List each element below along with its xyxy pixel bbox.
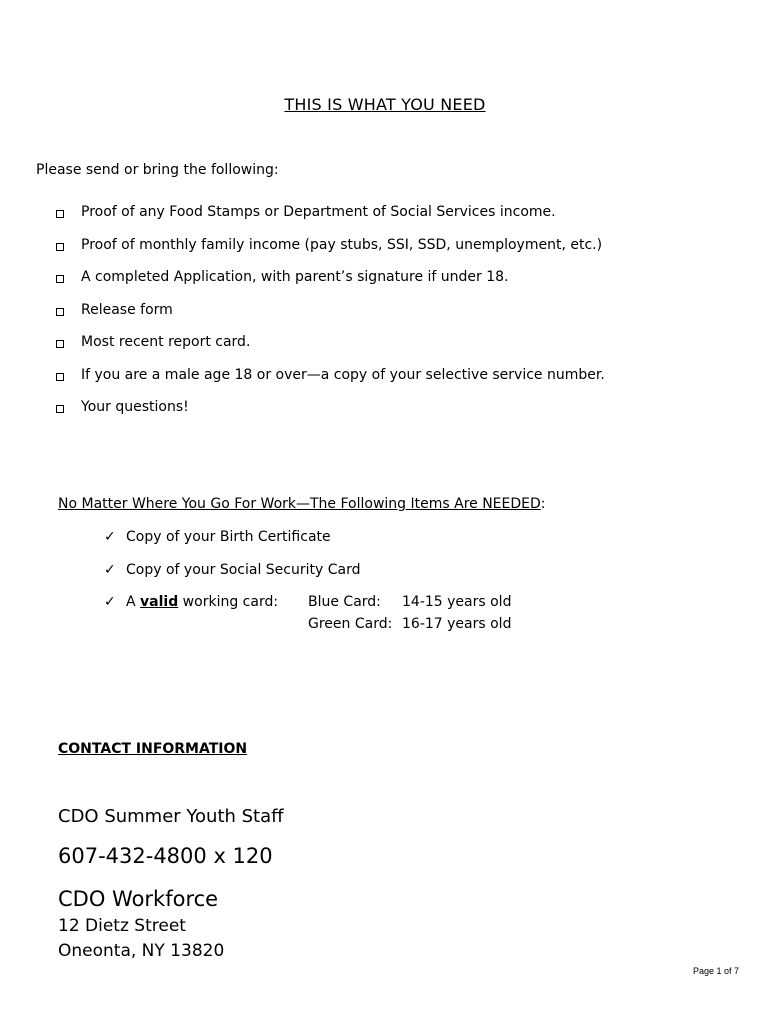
list-item: [56, 302, 605, 335]
requirement-text: Proof of monthly family income (pay stubs, SSI, SSD, unemployment, etc.): [81, 236, 603, 253]
contact-phone: 607-432-4800 x 120: [58, 844, 273, 868]
page-number: Page 1 of 7: [693, 966, 740, 976]
contact-staff: CDO Summer Youth Staff: [58, 806, 284, 827]
checkmark-icon: ✓: [104, 561, 116, 578]
checkbox-bullet-icon: [56, 373, 64, 381]
list-item: [56, 269, 605, 302]
list-item: [56, 204, 605, 237]
list-item: [56, 237, 605, 270]
contact-street: 12 Dietz Street: [58, 916, 186, 936]
needed-heading-colon: :: [540, 496, 546, 512]
contact-org: CDO Workforce: [58, 887, 219, 911]
blue-card-age: 14-15 years old: [402, 594, 512, 610]
green-card-label: Green Card:: [308, 616, 393, 632]
list-item: [104, 562, 361, 595]
checkmark-icon: ✓: [104, 529, 116, 545]
list-item: [56, 367, 605, 400]
needed-heading-text: No Matter Where You Go For Work—The Following Items Are NEEDED: [58, 496, 541, 512]
checkbox-bullet-icon: [56, 405, 64, 413]
checklist-text: Copy of your Birth Certificate: [126, 529, 331, 545]
requirement-text: Your questions!: [81, 399, 189, 415]
card-suffix: working card:: [178, 594, 279, 610]
checkbox-bullet-icon: [56, 275, 64, 283]
checkbox-bullet-icon: [56, 308, 64, 316]
checkmark-icon: ✓: [104, 594, 116, 610]
list-item: [56, 334, 605, 367]
requirements-list: [56, 204, 605, 432]
requirement-text: Most recent report card.: [81, 334, 251, 350]
list-item: [56, 399, 605, 432]
green-card-age: 16-17 years old: [402, 616, 512, 632]
checkbox-bullet-icon: [56, 210, 64, 218]
intro-text: Please send or bring the following:: [36, 162, 279, 178]
contact-city: Oneonta, NY 13820: [58, 941, 225, 961]
checkbox-bullet-icon: [56, 243, 64, 251]
contact-heading: CONTACT INFORMATION: [58, 741, 248, 757]
valid-word: valid: [140, 594, 179, 610]
requirement-text: Proof of any Food Stamps or Department of Social Services income.: [81, 204, 556, 220]
checklist-text: [126, 594, 278, 627]
blue-card-label: Blue Card:: [308, 594, 381, 610]
requirement-text: A completed Application, with parent’s signature if under 18.: [81, 269, 509, 285]
requirement-text: If you are a male age 18 or over—a copy of your selective service number.: [81, 366, 605, 383]
checkbox-bullet-icon: [56, 340, 64, 348]
list-item: [104, 529, 361, 562]
needed-heading: [58, 496, 546, 512]
needed-checklist: [104, 529, 361, 627]
checklist-text: Copy of your Social Security Card: [126, 561, 361, 578]
requirement-text: Release form: [81, 301, 173, 318]
card-prefix: A: [126, 594, 141, 610]
page-title: THIS IS WHAT YOU NEED: [284, 95, 486, 114]
